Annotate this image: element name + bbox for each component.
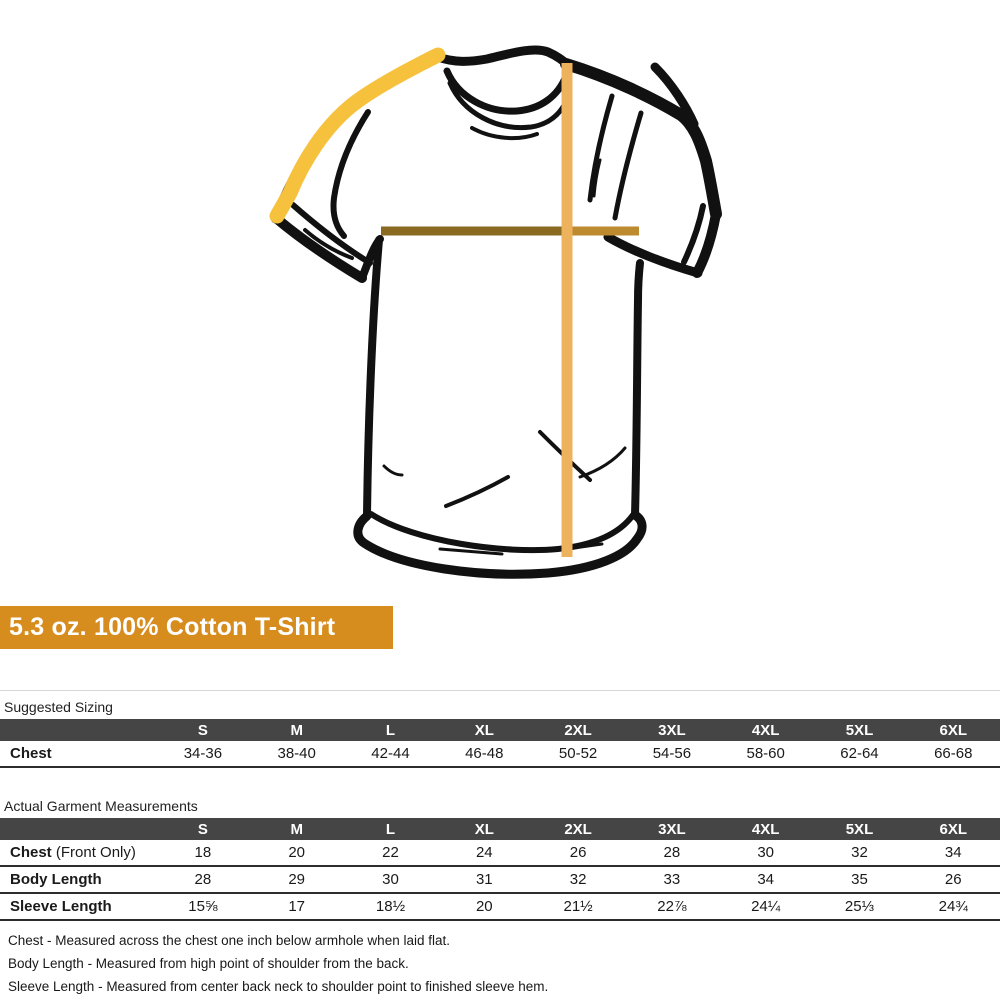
cell: 18½: [344, 893, 438, 920]
cell: 66-68: [906, 741, 1000, 767]
tshirt-silhouette: [276, 51, 716, 574]
footnote-sleeve-length: Sleeve Length - Measured from center back neck to shoulder point to finished sleeve hem.: [8, 979, 549, 994]
cell: 32: [813, 840, 907, 866]
suggested-sizing-title: Suggested Sizing: [4, 699, 113, 715]
cell: 22⅞: [625, 893, 719, 920]
cell: 20: [250, 840, 344, 866]
cell: 26: [531, 840, 625, 866]
size-header: 5XL: [813, 818, 907, 840]
cell: 58-60: [719, 741, 813, 767]
cell: 22: [344, 840, 438, 866]
row-label: Sleeve Length: [0, 893, 156, 920]
cell: 33: [625, 866, 719, 893]
cell: 30: [719, 840, 813, 866]
table-row-body-length: [0, 866, 1000, 893]
cell: 17: [250, 893, 344, 920]
cell: 24: [437, 840, 531, 866]
size-header: S: [156, 719, 250, 741]
cell: 26: [906, 866, 1000, 893]
size-header: XL: [437, 719, 531, 741]
row-label-suffix: (Front Only): [55, 844, 136, 861]
garment-measurements-table: [0, 818, 1000, 921]
divider: [0, 690, 1000, 691]
cell: 34-36: [156, 741, 250, 767]
row-label: Body Length: [0, 866, 156, 893]
size-header: 2XL: [531, 818, 625, 840]
size-header: 4XL: [719, 818, 813, 840]
cell: 54-56: [625, 741, 719, 767]
cell: 20: [437, 893, 531, 920]
size-header-row: [0, 818, 1000, 840]
size-header: 2XL: [531, 719, 625, 741]
size-header: M: [250, 719, 344, 741]
cell: 62-64: [813, 741, 907, 767]
size-header: 3XL: [625, 719, 719, 741]
cell: 30: [344, 866, 438, 893]
cell: 21½: [531, 893, 625, 920]
size-header: 6XL: [906, 719, 1000, 741]
garment-measurements-title: Actual Garment Measurements: [4, 798, 198, 814]
cell: 28: [156, 866, 250, 893]
cell: 24¾: [906, 893, 1000, 920]
size-header-row: [0, 719, 1000, 741]
size-header: L: [344, 719, 438, 741]
product-title-banner: 5.3 oz. 100% Cotton T-Shirt G500: [0, 606, 393, 649]
size-header: S: [156, 818, 250, 840]
suggested-sizing-table: [0, 719, 1000, 768]
footnote-chest: Chest - Measured across the chest one inch below armhole when laid flat.: [8, 933, 450, 948]
table-row-chest-front-only: [0, 840, 1000, 866]
cell: 42-44: [344, 741, 438, 767]
cell: 15⅝: [156, 893, 250, 920]
cell: 28: [625, 840, 719, 866]
size-header: L: [344, 818, 438, 840]
cell: 31: [437, 866, 531, 893]
measurement-footnotes: [8, 933, 1000, 994]
cell: 25⅓: [813, 893, 907, 920]
cell: 32: [531, 866, 625, 893]
size-header: M: [250, 818, 344, 840]
cell: 18: [156, 840, 250, 866]
size-header: 6XL: [906, 818, 1000, 840]
cell: 46-48: [437, 741, 531, 767]
empty-header-cell: [0, 719, 156, 741]
cell: 34: [719, 866, 813, 893]
cell: 24¼: [719, 893, 813, 920]
row-label: Chest (Front Only): [0, 840, 156, 866]
size-header: 4XL: [719, 719, 813, 741]
table-row-sleeve-length: [0, 893, 1000, 920]
cell: 38-40: [250, 741, 344, 767]
row-label: Chest: [0, 741, 156, 767]
empty-header-cell: [0, 818, 156, 840]
size-header: 5XL: [813, 719, 907, 741]
footnote-body-length: Body Length - Measured from high point of shoulder from the back.: [8, 956, 409, 971]
cell: 35: [813, 866, 907, 893]
size-header: 3XL: [625, 818, 719, 840]
cell: 29: [250, 866, 344, 893]
cell: 34: [906, 840, 1000, 866]
cell: 50-52: [531, 741, 625, 767]
size-header: XL: [437, 818, 531, 840]
table-row-chest: [0, 741, 1000, 767]
